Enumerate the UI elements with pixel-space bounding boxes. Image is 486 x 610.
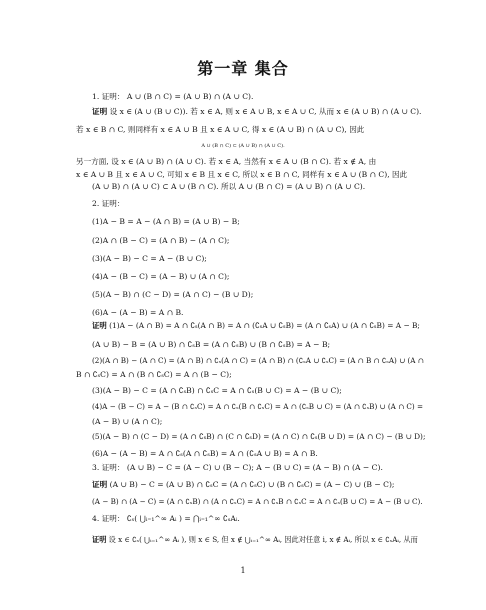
text-line — [92, 340, 330, 350]
line-text: A ∪ (B ∩ C) ⊂ (A ∪ B) ∩ (A ∪ C). — [201, 143, 285, 149]
text-line — [92, 356, 424, 366]
text-line — [0, 141, 486, 151]
line-text: 设 x ∈ ∁ₛ( ⋃ᵢ₌₁^∞ Aᵢ ), 则 x ∈ S, 但 x ∉ ⋃ᵢ₌₁^∞ Aᵢ, 因此对任意 i, x ∉ Aᵢ, 所以 x ∈ ∁ₛAᵢ, 从而 — [106, 535, 418, 544]
text-line — [76, 125, 364, 135]
line-text: (A ∪ B) − C = (A ∪ B) ∩ ∁ₛC = (A ∩ ∁ₛC) ∪ (B ∩ ∁ₛC) = (A − C) ∪ (B − C); — [107, 480, 395, 489]
line-text: B ∩ ∁ₛC) = A ∩ (B ∩ ∁ₛC) = A ∩ (B − C); — [76, 370, 232, 379]
text-line — [92, 199, 124, 209]
text-line — [92, 497, 423, 507]
text-line — [92, 272, 229, 282]
text-line — [92, 92, 253, 102]
chapter-title: 第一章 集合 — [197, 59, 289, 78]
line-text: (2)A ∩ (B − C) = (A ∩ B) − (A ∩ C); — [92, 236, 230, 245]
text-line — [92, 432, 425, 442]
line-text: (2)(A ∩ B) − (A ∩ C) = (A ∩ B) ∩ ∁ₛ(A ∩ C) = (A ∩ B) ∩ (∁ₛA ∪ ∁ₛC) = (A ∩ B ∩ ∁ₛA) ∪ (A ∩ — [92, 356, 424, 365]
line-text: (4)A − (B − C) = A − (B ∩ ∁ₛC) = A ∩ ∁ₛ(B ∩ ∁ₛC) = A ∩ (∁ₛB ∪ C) = (A ∩ ∁ₛB) ∪ (A ∩ C) = — [92, 402, 424, 411]
text-line — [92, 254, 207, 264]
line-text: (A ∪ B) − B = (A ∪ B) ∩ ∁ₛB = (A ∩ ∁ₛB) ∪ (B ∩ ∁ₛB) = A − B; — [92, 340, 331, 349]
proof-label: 证明 — [92, 107, 108, 116]
text-line — [92, 236, 229, 246]
line-text: (A ∪ B) ∩ (A ∪ C) ⊂ A ∪ (B ∩ C). 所以 A ∪ (B ∩ C) = (A ∪ B) ∩ (A ∪ C). — [92, 182, 366, 191]
line-text: (3)(A − B) − C = (A ∩ ∁ₛB) ∩ ∁ₛC = A ∩ ∁ₛ(B ∪ C) = A − (B ∪ C); — [92, 386, 342, 395]
line-text: 1. 证明： A ∪ (B ∩ C) = (A ∪ B) ∩ (A ∪ C). — [92, 92, 254, 101]
text-line — [92, 480, 394, 490]
text-line — [76, 170, 407, 180]
line-text: 设 x ∈ (A ∪ (B ∪ C)). 若 x ∈ A, 则 x ∈ A ∪ B, x ∈ A ∪ C, 从而 x ∈ (A ∪ B) ∩ (A ∪ C). — [107, 107, 422, 116]
proof-label: 证明 — [92, 480, 108, 489]
text-line — [92, 402, 423, 412]
line-text: (6)A − (A − B) = A ∩ ∁ₛ(A ∩ ∁ₛB) = A ∩ (∁ₛA ∪ B) = A ∩ B. — [92, 449, 318, 458]
text-line — [92, 217, 240, 227]
line-text: (5)(A − B) ∩ (C − D) = (A ∩ C) − (B ∪ D); — [92, 290, 254, 299]
text-line — [92, 535, 418, 545]
line-text: 4. 证明： ∁ₛ( ⋃ᵢ₌₁^∞ Aᵢ ) = ⋂ᵢ₌₁^∞ ∁ₛAᵢ. — [92, 514, 240, 523]
line-text: (4)A − (B − C) = (A − B) ∪ (A ∩ C); — [92, 272, 230, 281]
proof-label: 证明 — [92, 535, 107, 544]
text-line — [92, 514, 240, 524]
line-text: x ∈ A ∪ B 且 x ∈ A ∪ C, 可知 x ∈ B 且 x ∈ C, 所以 x ∈ B ∩ C, 同样有 x ∈ A ∪ (B ∩ C), 因此 — [76, 170, 408, 179]
line-text: (A − B) ∩ (A − C) = (A ∩ ∁ₛB) ∩ (A ∩ ∁ₛC) = A ∩ ∁ₛB ∩ ∁ₛC = A ∩ ∁ₛ(B ∪ C) = A − (B ∪ C). — [92, 497, 423, 506]
line-text: 若 x ∈ B ∩ C, 则同样有 x ∈ A ∪ B 且 x ∈ A ∪ C, 得 x ∈ (A ∪ B) ∩ (A ∪ C), 因此 — [76, 125, 365, 134]
proof-label: 证明 — [92, 321, 107, 330]
line-text: 2. 证明： — [92, 199, 125, 208]
line-text: (A − B) ∪ (A ∩ C); — [92, 417, 163, 426]
text-line — [92, 182, 365, 192]
text-line — [92, 417, 162, 427]
text-line — [92, 463, 383, 473]
text-line — [92, 308, 183, 318]
text-line — [92, 107, 421, 117]
line-text: (5)(A − B) ∩ (C − D) = (A ∩ ∁ₛB) ∩ (C ∩ ∁ₛD) = (A ∩ C) ∩ ∁ₛ(B ∪ D) = (A ∩ C) − (B ∪ D); — [92, 432, 426, 441]
line-text: 另一方面, 设 x ∈ (A ∪ B) ∩ (A ∪ C). 若 x ∈ A, 当然有 x ∈ A ∪ (B ∩ C). 若 x ∉ A, 由 — [76, 157, 377, 166]
page-number: 1 — [240, 566, 246, 575]
text-line — [92, 290, 253, 300]
line-text: (1)A − (A ∩ B) = A ∩ ∁ₛ(A ∩ B) = A ∩ (∁ₛA ∪ ∁ₛB) = (A ∩ ∁ₛA) ∪ (A ∩ ∁ₛB) = A − B; — [106, 321, 420, 330]
line-text: 3. 证明： (A ∪ B) − C = (A − C) ∪ (B − C); A − (B ∪ C) = (A − B) ∩ (A − C). — [92, 463, 383, 472]
line-text: (3)(A − B) − C = A − (B ∪ C); — [92, 254, 207, 263]
line-text: (1)A − B = A − (A ∩ B) = (A ∪ B) − B; — [92, 217, 240, 226]
text-line — [92, 321, 420, 331]
text-line — [76, 370, 232, 380]
text-line — [76, 157, 376, 167]
text-line — [92, 386, 342, 396]
text-line — [92, 449, 318, 459]
line-text: (6)A − (A − B) = A ∩ B. — [92, 308, 184, 317]
